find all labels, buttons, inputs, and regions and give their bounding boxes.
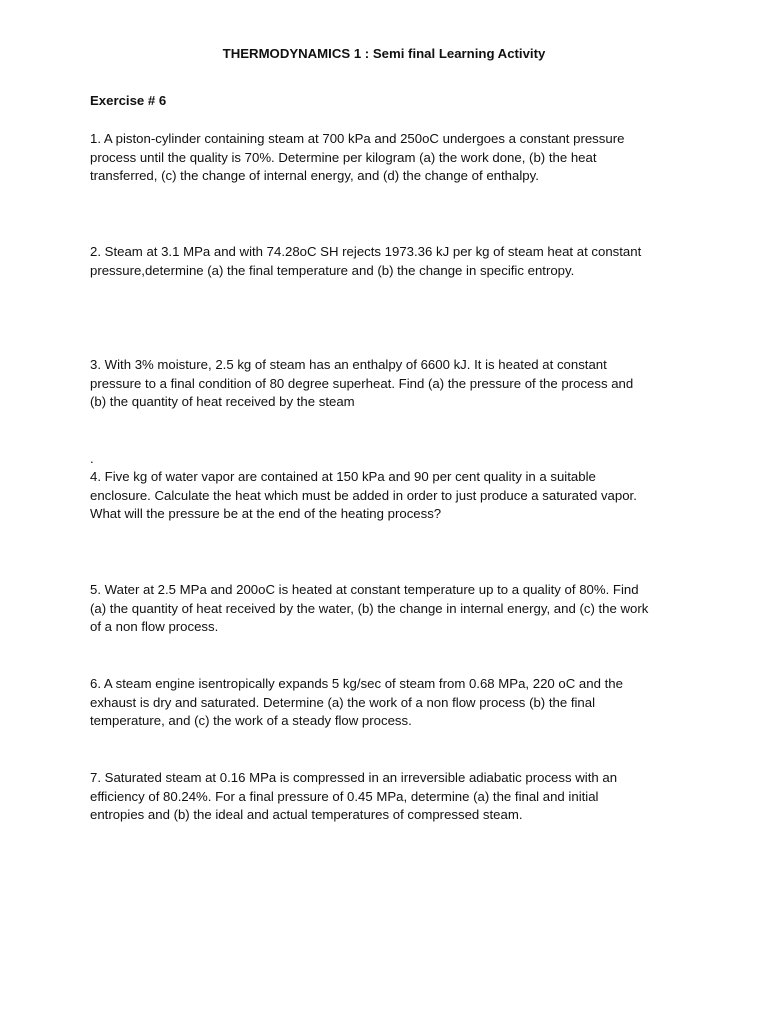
- problem-line: 7. Saturated steam at 0.16 MPa is compressed in an irreversible adiabatic process with an: [90, 770, 618, 785]
- problem-line: temperature, and (c) the work of a steady flow process.: [90, 713, 412, 729]
- problem-3: [90, 356, 690, 412]
- problem-line: of a non flow process.: [90, 619, 219, 635]
- problem-line: 4. Five kg of water vapor are contained at 150 kPa and 90 per cent quality in a suitable: [90, 469, 596, 484]
- problem-line: exhaust is dry and saturated. Determine (a) the work of a non flow process (b) the final: [90, 694, 596, 710]
- problem-line: (a) the quantity of heat received by the water, (b) the change in internal energy, and (c) the work: [90, 600, 649, 616]
- problem-line: 2. Steam at 3.1 MPa and with 74.28oC SH rejects 1973.36 kJ per kg of steam heat at constant: [90, 244, 642, 259]
- problem-line: What will the pressure be at the end of the heating process?: [90, 506, 442, 522]
- problem-2: [90, 243, 690, 280]
- exercise-heading: Exercise # 6: [90, 93, 167, 108]
- problem-line: 5. Water at 2.5 MPa and 200oC is heated at constant temperature up to a quality of 80%. Find: [90, 582, 639, 597]
- problem-7: [90, 769, 690, 825]
- stray-dot: .: [90, 451, 94, 466]
- problem-4: [90, 468, 690, 524]
- problem-line: 3. With 3% moisture, 2.5 kg of steam has an enthalpy of 6600 kJ. It is heated at constant: [90, 357, 607, 372]
- problem-1: [90, 130, 690, 186]
- problem-line: (b) the quantity of heat received by the steam: [90, 394, 355, 410]
- problem-line: enclosure. Calculate the heat which must be added in order to just produce a saturated vapor.: [90, 487, 637, 503]
- problem-line: process until the quality is 70%. Determine per kilogram (a) the work done, (b) the heat: [90, 149, 597, 165]
- problem-line: pressure,determine (a) the final temperature and (b) the change in specific entropy.: [90, 262, 575, 278]
- problem-5: [90, 581, 690, 637]
- problem-line: pressure to a final condition of 80 degree superheat. Find (a) the pressure of the process and: [90, 375, 634, 391]
- problem-line: entropies and (b) the ideal and actual temperatures of compressed steam.: [90, 807, 523, 823]
- problem-line: 6. A steam engine isentropically expands 5 kg/sec of steam from 0.68 MPa, 220 oC and the: [90, 676, 623, 691]
- problem-line: transferred, (c) the change of internal energy, and (d) the change of enthalpy.: [90, 168, 539, 184]
- document-title: THERMODYNAMICS 1 : Semi final Learning Activity: [222, 46, 546, 61]
- problem-line: 1. A piston-cylinder containing steam at 700 kPa and 250oC undergoes a constant pressure: [90, 131, 625, 146]
- problem-line: efficiency of 80.24%. For a final pressure of 0.45 MPa, determine (a) the final and initial: [90, 788, 599, 804]
- problem-6: [90, 675, 690, 731]
